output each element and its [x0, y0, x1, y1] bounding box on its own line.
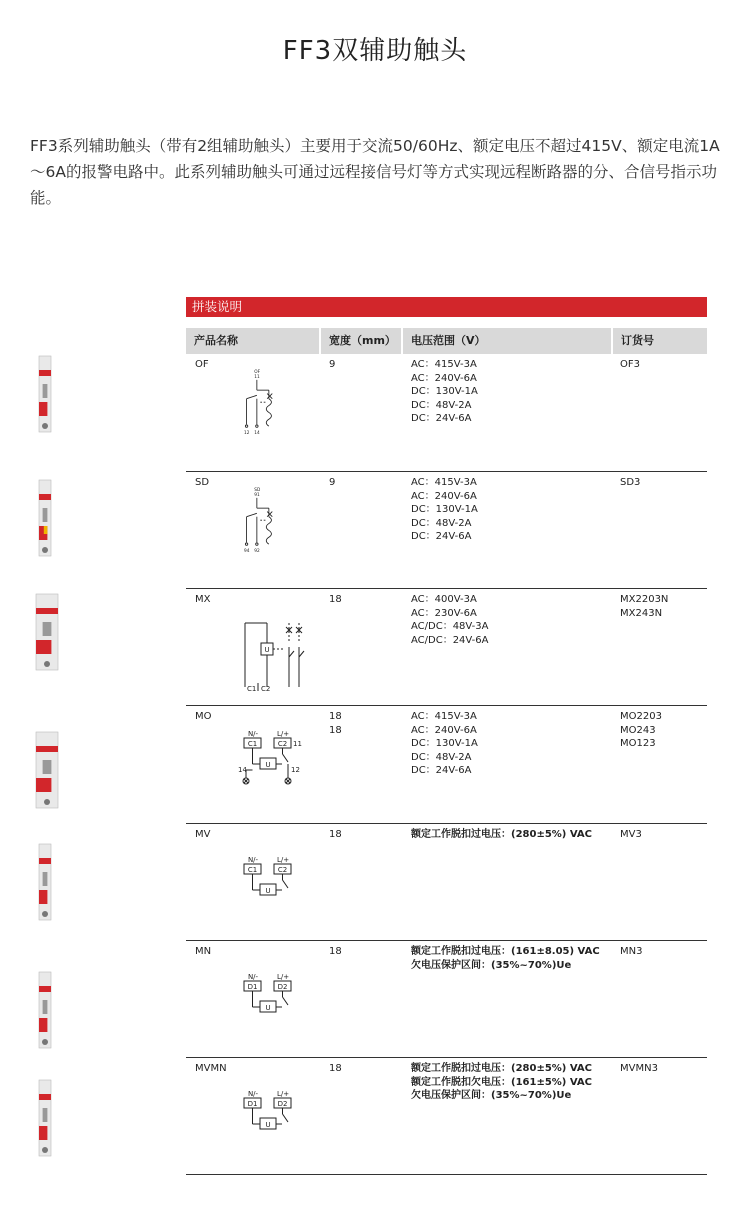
order-number-cell: MV3 — [620, 829, 642, 840]
coil-label: U — [265, 1004, 271, 1012]
header-order-number: 订货号 — [613, 328, 707, 354]
header-product-name: 产品名称 — [186, 328, 319, 354]
section-title-bar: 拼装说明 — [186, 297, 707, 317]
voltage-range-cell: AC：400V-3A AC：230V-6A AC/DC：48V-3A AC/DC：24V-6A — [411, 594, 489, 646]
voltage-range-cell: 额定工作脱扣过电压：(280±5%) VAC 额定工作脱扣欠电压：(161±5%) VAC 欠电压保护区间：(35%~70%)Ue — [411, 1063, 592, 1102]
voltage-range-cell: 额定工作脱扣过电压：(161±8.05) VAC 欠电压保护区间：(35%~70%)Ue — [411, 946, 600, 971]
wiring-diagram — [238, 969, 308, 1039]
terminal-1-label: C1 — [247, 866, 258, 874]
table-row — [186, 706, 707, 824]
table-row — [186, 1058, 707, 1175]
coil-label: U — [265, 887, 271, 895]
neutral-label: N/- — [247, 856, 259, 864]
terminal-2-label: D2 — [277, 983, 288, 991]
coil-label: U — [264, 646, 270, 654]
width-cell: 18 18 — [329, 711, 342, 736]
product-name-cell: SD — [195, 477, 210, 488]
terminal-c1-label: C1 — [247, 685, 257, 693]
product-thumbnail — [34, 730, 60, 810]
product-name-cell: MVMN — [195, 1063, 227, 1074]
terminal-1-label: C1 — [247, 740, 258, 748]
order-number-cell: SD3 — [620, 477, 641, 488]
wiring-diagram — [238, 1086, 308, 1156]
terminal-1-label: D1 — [247, 983, 258, 991]
table-row — [186, 824, 707, 941]
wiring-diagram — [238, 476, 298, 566]
terminal-c2-label: C2 — [261, 685, 271, 693]
terminal-1-label: D1 — [247, 1100, 258, 1108]
product-name-cell: OF — [195, 359, 209, 370]
header-voltage-range: 电压范围（V） — [403, 328, 611, 354]
pin-left-label: 12 — [244, 430, 250, 436]
wiring-diagram — [241, 617, 311, 697]
pin-14-label: 14 — [238, 766, 247, 774]
pin-left-label: 94 — [244, 548, 250, 554]
product-name-cell: MV — [195, 829, 211, 840]
pin-12-label: 12 — [291, 766, 300, 774]
pin-top-label: 91 — [254, 493, 260, 499]
width-cell: 9 — [329, 477, 336, 488]
diagram-label: OF — [254, 370, 261, 375]
pin-right-label: 92 — [254, 548, 260, 554]
coil-label: U — [265, 761, 271, 769]
width-cell: 18 — [329, 829, 342, 840]
neutral-label: N/- — [247, 730, 259, 738]
order-number-cell: MX2203N MX243N — [620, 594, 669, 619]
width-cell: 18 — [329, 1063, 342, 1074]
voltage-range-cell: AC：415V-3A AC：240V-6A DC：130V-1A DC：48V-2A DC：24V-6A — [411, 359, 478, 425]
product-thumbnail — [34, 478, 60, 558]
voltage-range-cell: AC：415V-3A AC：240V-6A DC：130V-1A DC：48V-2A DC：24V-6A — [411, 477, 478, 543]
terminal-2-label: C2 — [277, 740, 288, 748]
line-label: L/+ — [276, 856, 290, 864]
product-thumbnail — [34, 970, 60, 1050]
product-thumbnail — [34, 354, 60, 434]
pin-right-label: 14 — [254, 430, 260, 436]
table-row — [186, 354, 707, 472]
width-cell: 18 — [329, 594, 342, 605]
page-title: FF3双辅助触头 — [282, 36, 468, 66]
width-cell: 9 — [329, 359, 336, 370]
header-width: 宽度（mm） — [321, 328, 401, 354]
product-thumbnail — [34, 592, 60, 672]
pin-top-label: 11 — [254, 375, 260, 381]
wiring-diagram — [238, 358, 298, 448]
voltage-range-cell: AC：415V-3A AC：240V-6A DC：130V-1A DC：48V-2A DC：24V-6A — [411, 711, 478, 777]
line-label: L/+ — [276, 730, 290, 738]
product-thumbnail — [34, 1078, 60, 1158]
neutral-label: N/- — [247, 1090, 259, 1098]
wiring-diagram — [238, 852, 308, 922]
product-thumbnail — [34, 842, 60, 922]
table-header — [186, 328, 707, 354]
terminal-2-label: D2 — [277, 1100, 288, 1108]
line-label: L/+ — [276, 1090, 290, 1098]
product-name-cell: MO — [195, 711, 212, 722]
order-number-cell: MVMN3 — [620, 1063, 658, 1074]
width-cell: 18 — [329, 946, 342, 957]
coil-label: U — [265, 1121, 271, 1129]
line-label: L/+ — [276, 973, 290, 981]
wiring-diagram — [238, 726, 308, 796]
table-row — [186, 472, 707, 589]
table-row — [186, 589, 707, 706]
order-number-cell: MO2203 MO243 MO123 — [620, 711, 662, 750]
order-number-cell: OF3 — [620, 359, 640, 370]
product-name-cell: MX — [195, 594, 211, 605]
table-row — [186, 941, 707, 1058]
pin-11-label: 11 — [293, 740, 302, 748]
neutral-label: N/- — [247, 973, 259, 981]
terminal-2-label: C2 — [277, 866, 288, 874]
voltage-range-cell: 额定工作脱扣过电压：(280±5%) VAC — [411, 829, 592, 840]
diagram-label: SD — [254, 488, 261, 493]
intro-paragraph: FF3系列辅助触头（带有2组辅助触头）主要用于交流50/60Hz、额定电压不超过415V、额定电流1A～6A的报警电路中。此系列辅助触头可通过远程接信号灯等方式实现远程断路器的分、合信号指示功能。 — [30, 137, 720, 207]
order-number-cell: MN3 — [620, 946, 643, 957]
product-name-cell: MN — [195, 946, 212, 957]
